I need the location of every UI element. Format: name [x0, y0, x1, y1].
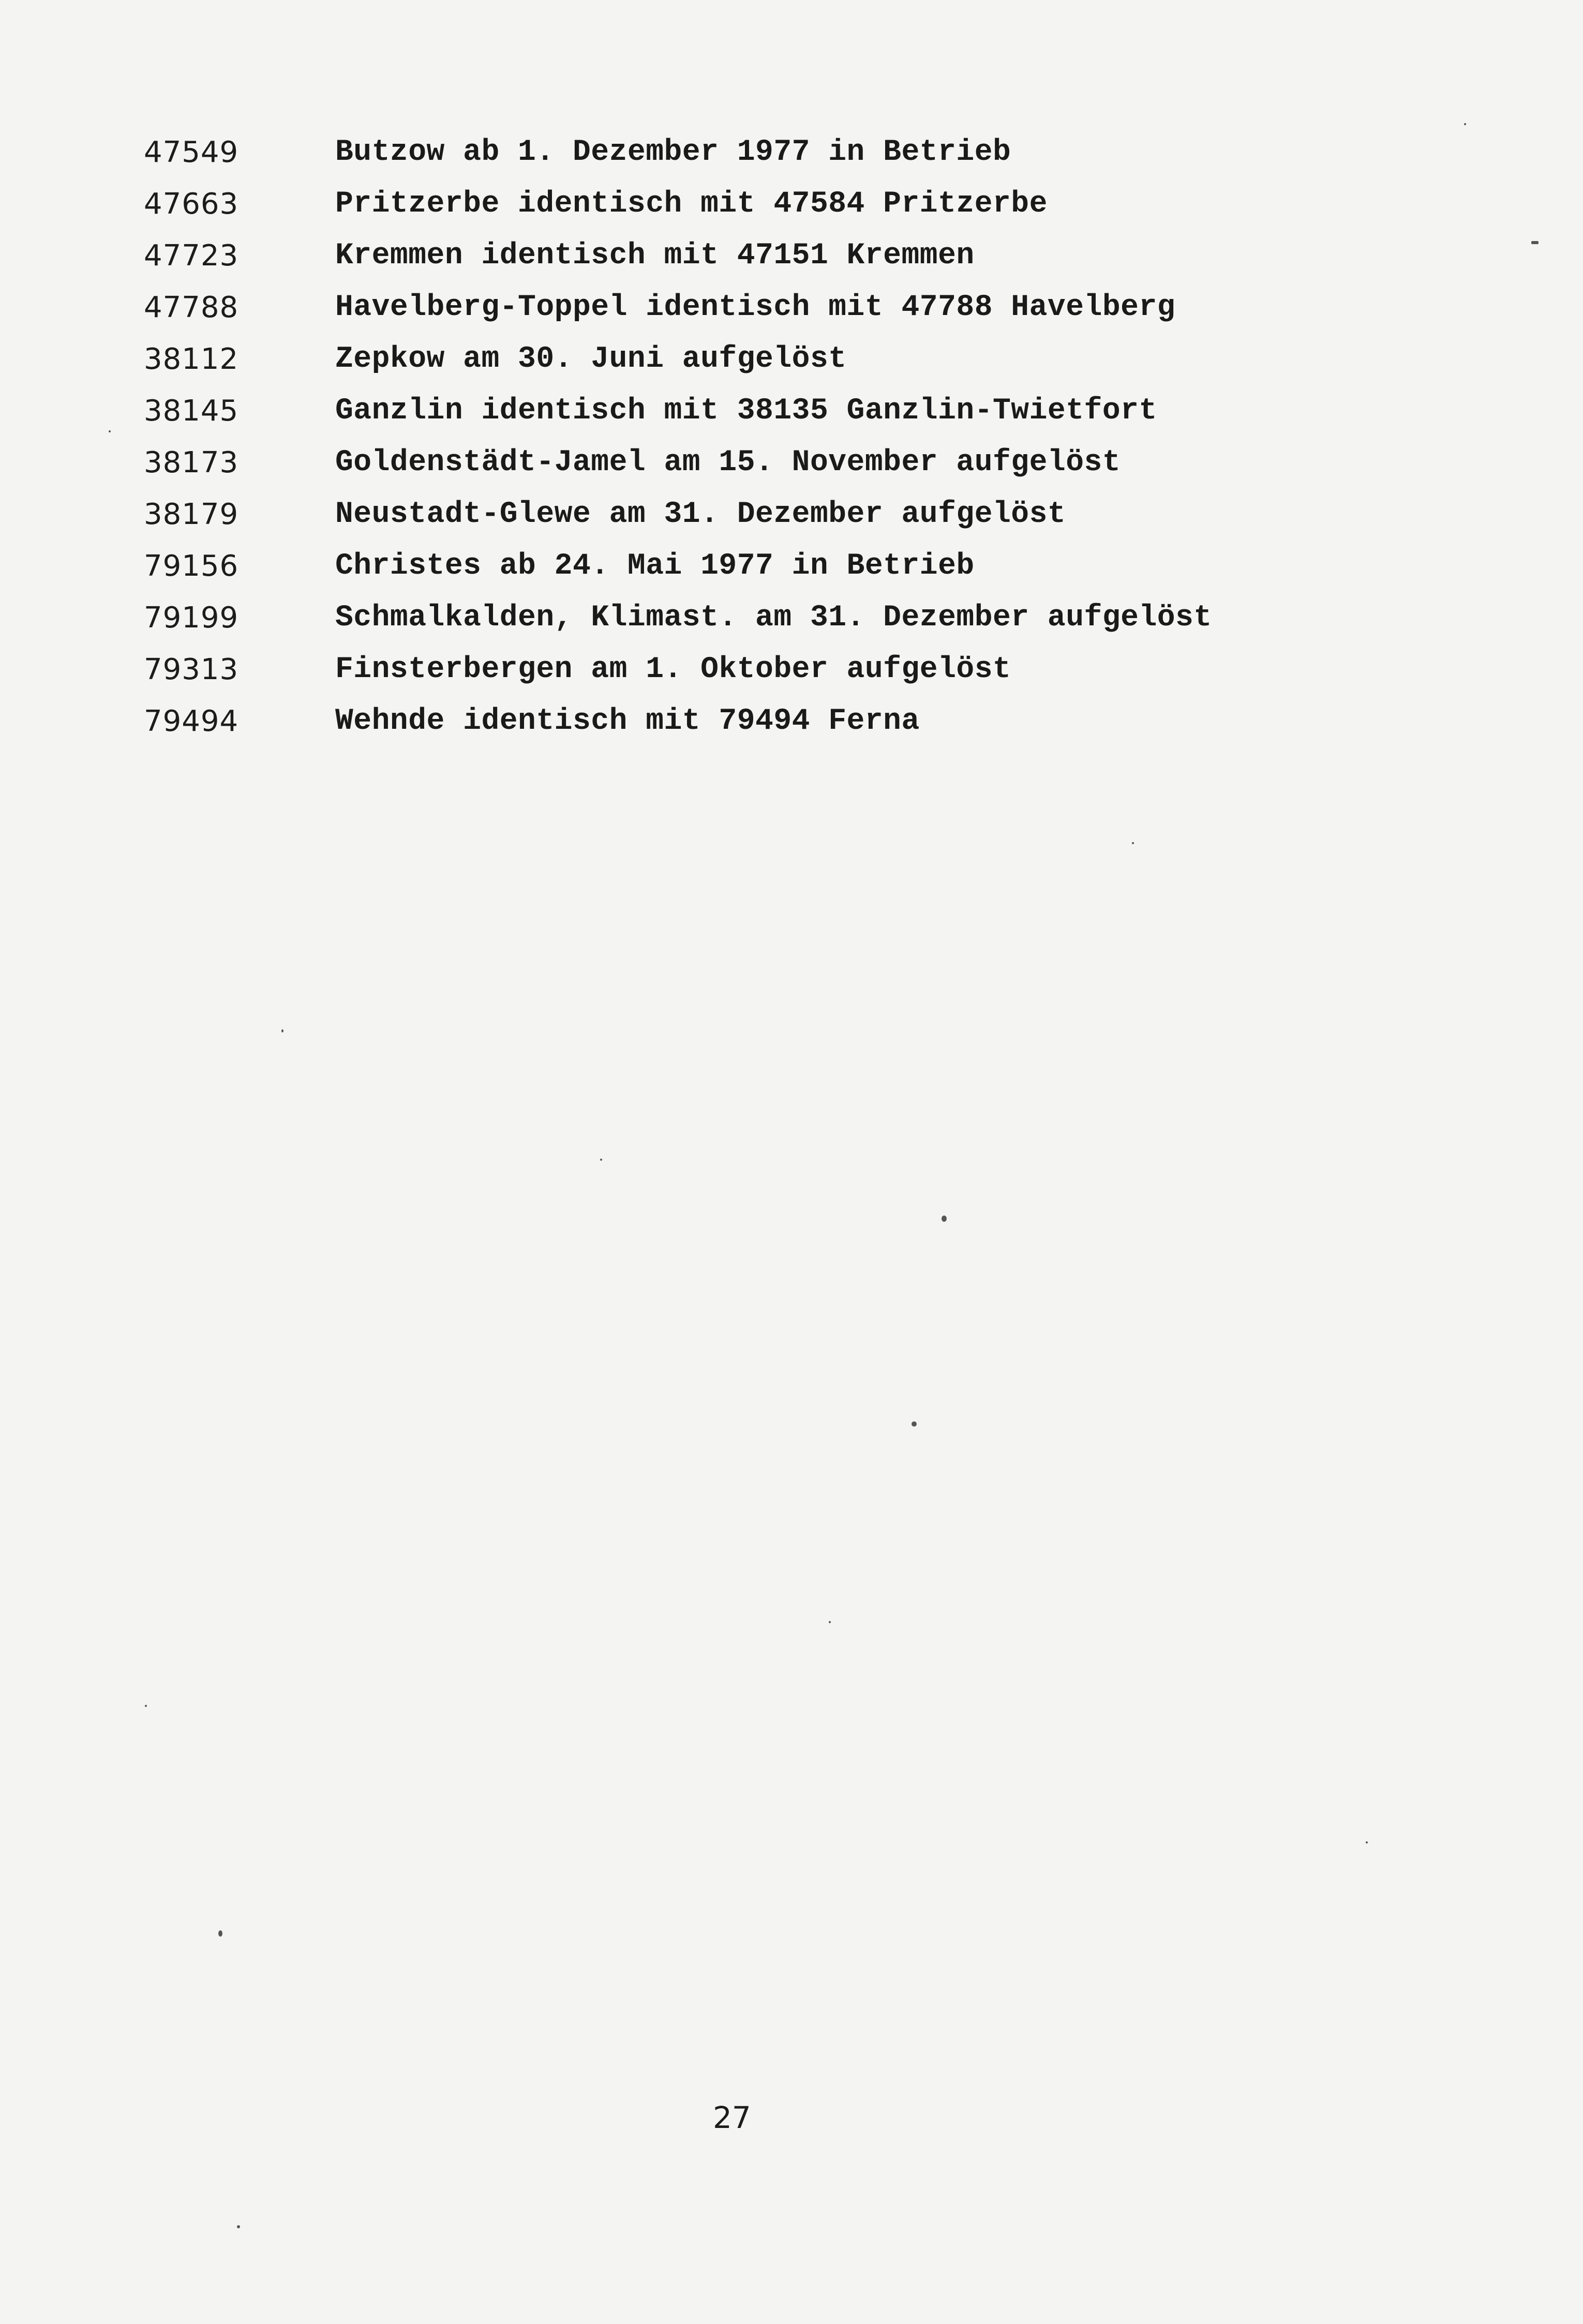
station-note: Ganzlin identisch mit 38135 Ganzlin-Twietfort	[335, 394, 1157, 428]
page-number: 27	[713, 2100, 751, 2135]
list-item	[0, 187, 1583, 239]
paper-speck	[281, 1029, 283, 1032]
station-note: Schmalkalden, Klimast. am 31. Dezember aufgelöst	[335, 601, 1212, 635]
list-item	[0, 446, 1583, 498]
station-note: Goldenstädt-Jamel am 15. November aufgelöst	[335, 446, 1121, 479]
list-item	[0, 136, 1583, 187]
list-item	[0, 601, 1583, 653]
station-number: 47549	[144, 136, 239, 169]
station-number: 79156	[144, 549, 239, 583]
station-number: 79199	[144, 601, 239, 635]
station-note: Havelberg-Toppel identisch mit 47788 Havelberg	[335, 291, 1176, 324]
station-note: Kremmen identisch mit 47151 Kremmen	[335, 239, 975, 273]
station-note: Christes ab 24. Mai 1977 in Betrieb	[335, 549, 975, 583]
paper-speck	[1132, 842, 1134, 844]
list-item	[0, 342, 1583, 394]
station-note: Finsterbergen am 1. Oktober aufgelöst	[335, 653, 1011, 686]
list-item	[0, 653, 1583, 704]
station-number: 38179	[144, 498, 239, 531]
paper-speck	[912, 1421, 917, 1427]
paper-speck	[145, 1705, 147, 1707]
paper-speck	[109, 430, 111, 432]
list-item	[0, 498, 1583, 549]
paper-speck	[1464, 123, 1466, 125]
paper-speck	[829, 1621, 831, 1623]
paper-speck	[237, 2225, 240, 2228]
station-note: Wehnde identisch mit 79494 Ferna	[335, 704, 920, 738]
station-note: Butzow ab 1. Dezember 1977 in Betrieb	[335, 136, 1011, 169]
list-item	[0, 394, 1583, 446]
station-number: 79313	[144, 653, 239, 686]
station-note: Zepkow am 30. Juni aufgelöst	[335, 342, 847, 376]
list-item	[0, 239, 1583, 291]
station-number: 38112	[144, 342, 239, 376]
station-number: 79494	[144, 704, 239, 738]
station-note: Neustadt-Glewe am 31. Dezember aufgelöst	[335, 498, 1066, 531]
paper-speck	[1531, 241, 1539, 244]
paper-speck	[1366, 1841, 1368, 1843]
station-number: 47663	[144, 187, 239, 221]
list-item	[0, 704, 1583, 756]
paper-speck	[942, 1216, 947, 1222]
list-item	[0, 549, 1583, 601]
station-number: 38145	[144, 394, 239, 428]
station-number: 47788	[144, 291, 239, 324]
station-number: 38173	[144, 446, 239, 479]
paper-speck	[218, 1930, 222, 1937]
paper-speck	[600, 1159, 602, 1161]
station-note: Pritzerbe identisch mit 47584 Pritzerbe	[335, 187, 1048, 221]
list-item	[0, 291, 1583, 342]
station-number: 47723	[144, 239, 239, 273]
